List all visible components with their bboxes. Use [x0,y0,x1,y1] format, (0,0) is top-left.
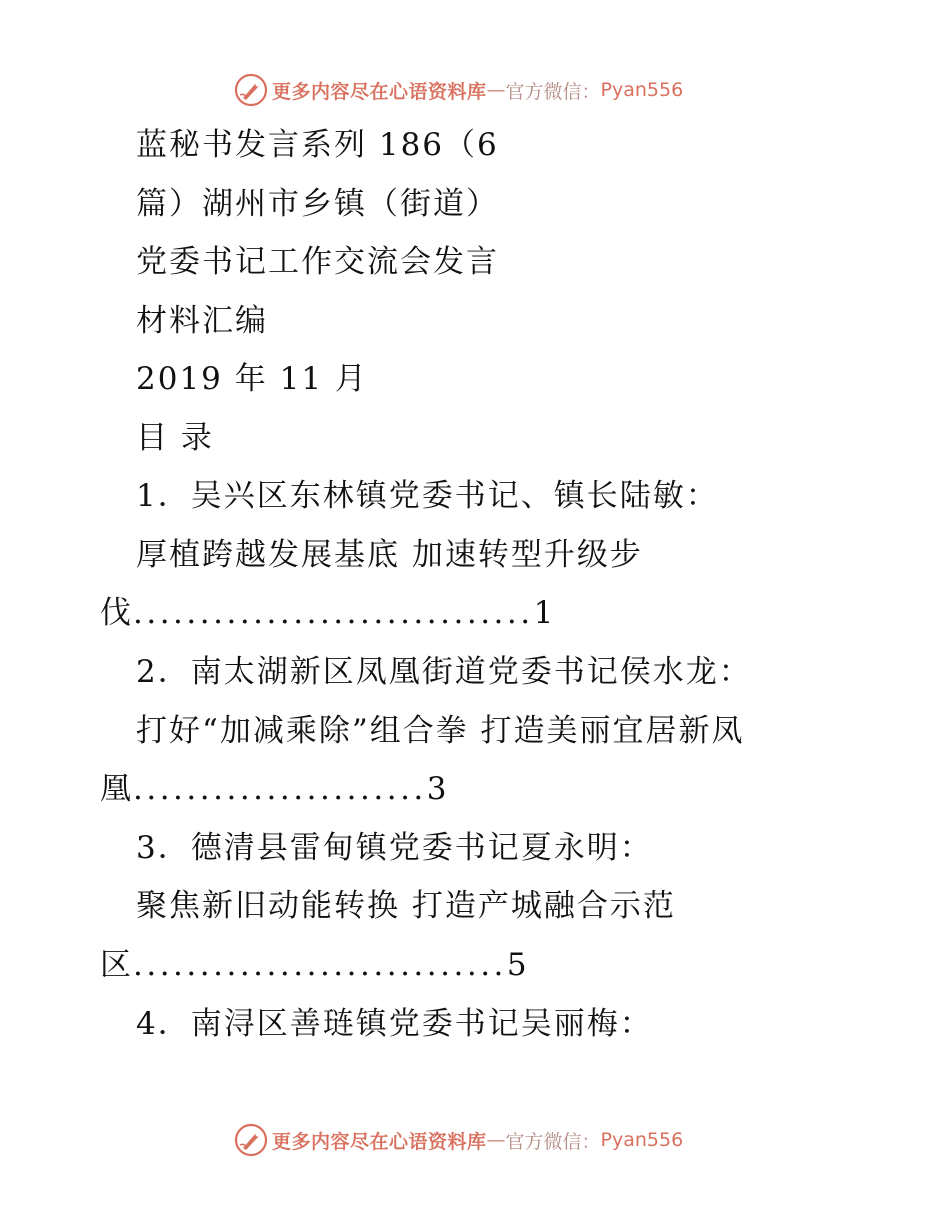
toc-entry-3-leader: ............................ [133,947,507,983]
doc-title-line-4: 材料汇编 [136,303,268,339]
doc-date: 2019 年 11 月 [136,361,368,397]
toc-heading: 目 录 [136,420,214,456]
toc-entry-2-page: 3 [426,771,449,807]
toc-entry-1-tail: 伐 [100,595,133,631]
watermark-brand-text: 更多内容尽在心语资料库 [272,80,487,103]
watermark-dash: — [486,79,506,101]
header-watermark [234,72,683,108]
toc-entry-3-page: 5 [506,947,529,983]
watermark-brand-text: 更多内容尽在心语资料库 [272,1130,487,1153]
watermark-official-label: 官方微信： [505,80,601,103]
watermark-wechat-id: Pyan556 [600,1129,684,1151]
toc-entry-4-author: 4．南浔区善琏镇党委书记吴丽梅： [136,1006,653,1042]
fountain-pen-seal-icon [234,1123,268,1157]
toc-entry-2-author: 2．南太湖新区凤凰街道党委书记侯水龙： [136,654,752,690]
footer-watermark [234,1122,683,1158]
toc-entry-2-title: 打好“加减乘除”组合拳 打造美丽宜居新凤 [136,713,745,749]
toc-entry-3-tail: 区 [100,947,133,983]
watermark-official-label: 官方微信： [505,1130,601,1153]
toc-entry-2-leader: ...................... [133,771,427,807]
toc-entry-2-continuation[interactable] [100,769,449,809]
toc-entry-3-title: 聚焦新旧动能转换 打造产城融合示范 [136,888,676,924]
watermark-wechat-id: Pyan556 [600,79,684,101]
toc-entry-1-leader: .............................. [133,595,534,631]
doc-title-line-3: 党委书记工作交流会发言 [136,244,499,280]
fountain-pen-seal-icon [234,73,268,107]
doc-title-line-1: 蓝秘书发言系列 186（6 [136,127,499,163]
toc-entry-1-page: 1 [533,595,556,631]
toc-entry-1-continuation[interactable] [100,593,555,633]
toc-entry-2-tail: 凰 [100,771,133,807]
watermark-dash: — [486,1129,506,1151]
toc-entry-1-author: 1．吴兴区东林镇党委书记、镇长陆敏： [136,478,719,514]
toc-entry-3-author: 3．德清县雷甸镇党委书记夏永明： [136,830,653,866]
toc-entry-3-continuation[interactable] [100,945,529,985]
toc-entry-1-title: 厚植跨越发展基底 加速转型升级步 [136,537,643,573]
doc-title-line-2: 篇）湖州市乡镇（街道） [136,186,499,222]
